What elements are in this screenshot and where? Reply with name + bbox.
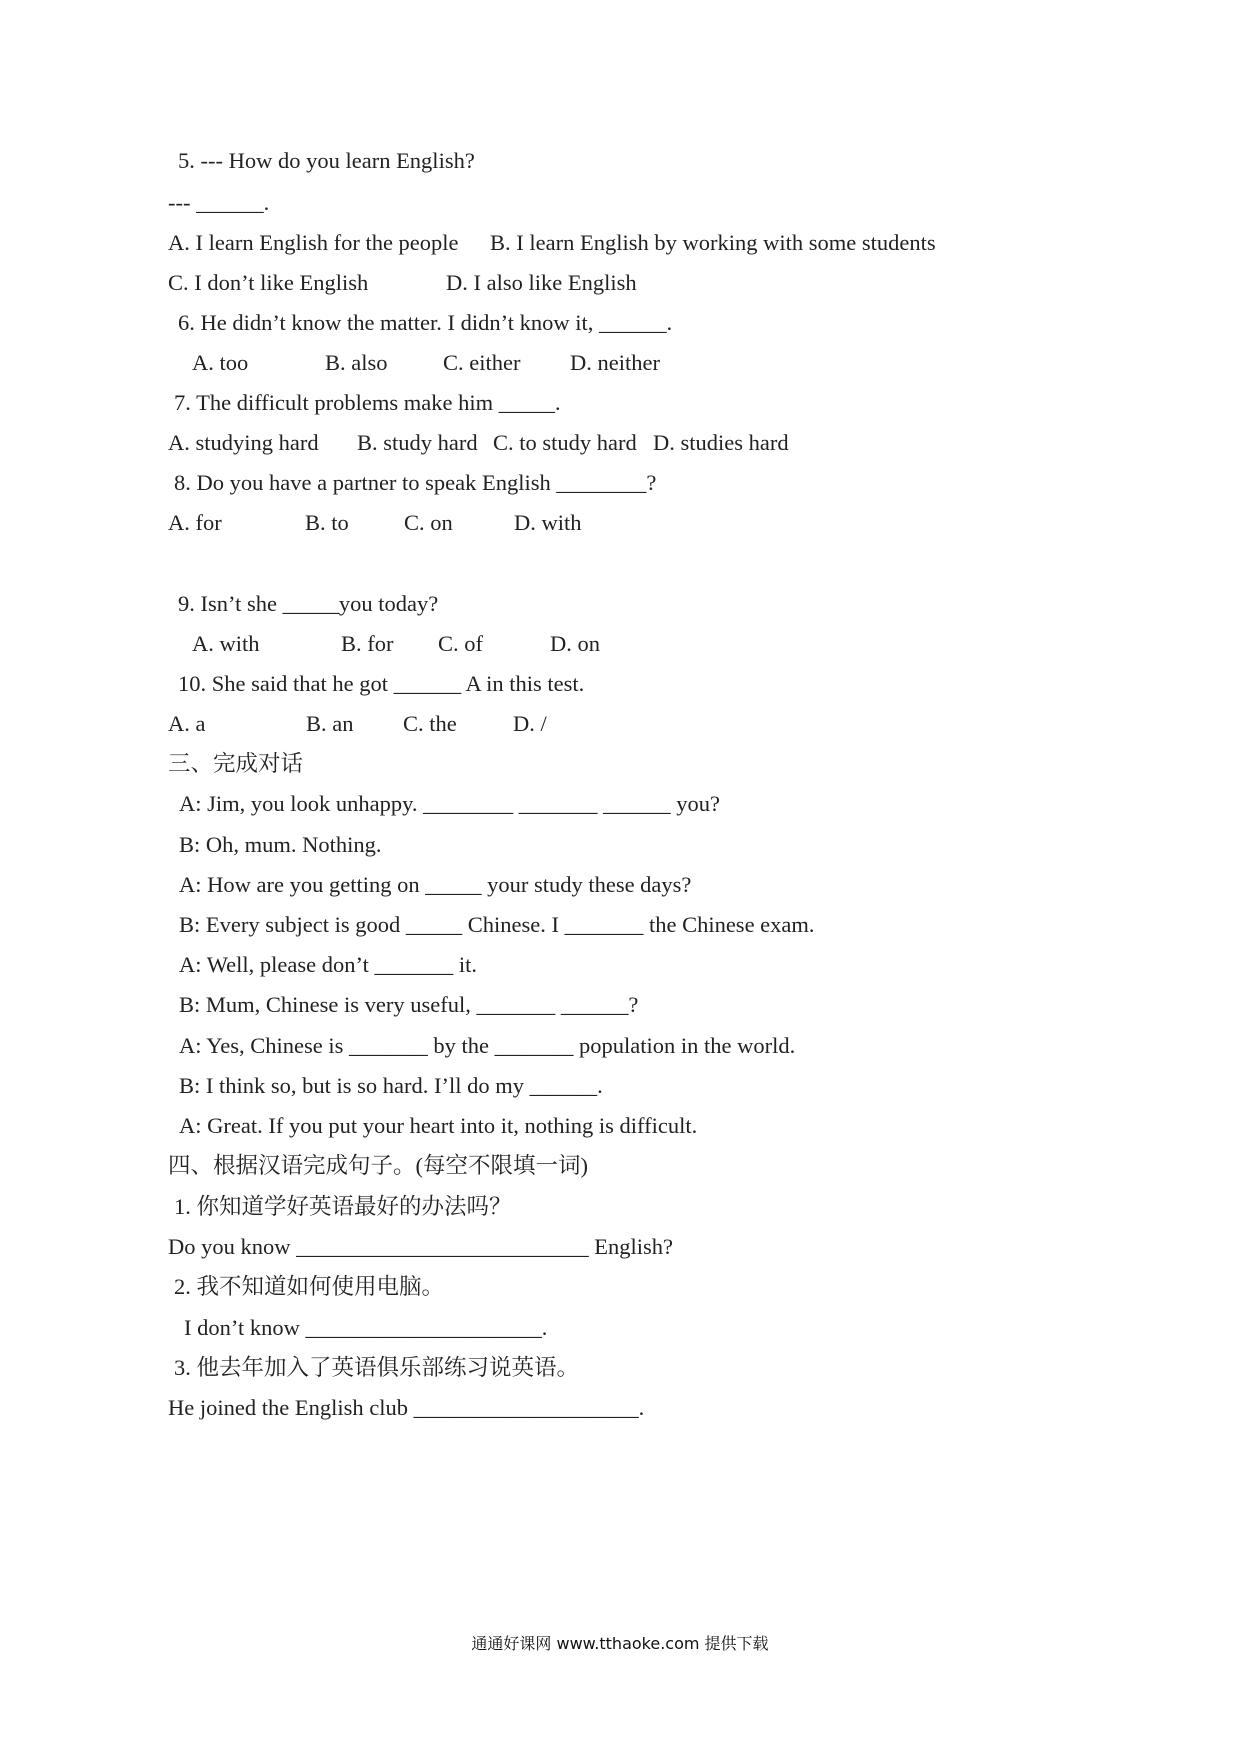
q7-option-d: D. studies hard [653, 430, 789, 455]
dialogue-line: A: Well, please don’t _______ it. [179, 952, 477, 977]
q6-option-d: D. neither [570, 350, 660, 375]
q6-option-b: B. also [325, 350, 388, 375]
dialogue-line: A: Jim, you look unhappy. ________ _______ ______ you? [179, 791, 721, 816]
q10-stem: 10. She said that he got ______ A in this test. [178, 671, 585, 696]
translation-english: Do you know __________________________ English? [168, 1234, 673, 1259]
q10-option-b: B. an [306, 711, 354, 736]
translation-chinese: 1. 你知道学好英语最好的办法吗？ [174, 1194, 512, 1219]
translation-english: He joined the English club ____________________. [168, 1395, 645, 1420]
translation-chinese: 3. 他去年加入了英语俱乐部练习说英语。 [174, 1355, 580, 1380]
dialogue-line: B: Every subject is good _____ Chinese. I _______ the Chinese exam. [179, 912, 815, 937]
q8-stem: 8. Do you have a partner to speak English ________? [174, 470, 657, 495]
q8-option-c: C. on [404, 510, 453, 535]
page-footer: 通通好课网 www.tthaoke.com 提供下载 [471, 1634, 769, 1653]
dialogue-line: B: Oh, mum. Nothing. [179, 832, 382, 857]
q9-option-b: B. for [341, 631, 394, 656]
q7-option-b: B. study hard [357, 430, 478, 455]
q9-option-d: D. on [550, 631, 600, 656]
q8-option-d: D. with [514, 510, 582, 535]
translation-chinese: 2. 我不知道如何使用电脑。 [174, 1274, 445, 1299]
dialogue-line: B: I think so, but is so hard. I’ll do my ______. [179, 1073, 603, 1098]
q5-option-b: B. I learn English by working with some students [490, 230, 936, 255]
q5-answer-line: --- ______. [168, 190, 270, 215]
dialogue-line: B: Mum, Chinese is very useful, _______ ______? [179, 992, 639, 1017]
q6-stem: 6. He didn’t know the matter. I didn’t know it, ______. [178, 310, 673, 335]
q6-option-c: C. either [443, 350, 521, 375]
q9-stem: 9. Isn’t she _____you today? [178, 591, 439, 616]
q7-option-a: A. studying hard [168, 430, 319, 455]
q10-option-a: A. a [168, 711, 206, 736]
q10-option-d: D. / [513, 711, 547, 736]
section3-heading: 三、完成对话 [168, 751, 304, 776]
dialogue-line: A: How are you getting on _____ your study these days? [179, 872, 692, 897]
dialogue-line: A: Yes, Chinese is _______ by the _______ population in the world. [179, 1033, 796, 1058]
q8-option-a: A. for [168, 510, 222, 535]
q7-option-c: C. to study hard [493, 430, 637, 455]
q5-stem: 5. --- How do you learn English? [178, 148, 475, 173]
q7-stem: 7. The difficult problems make him _____. [174, 390, 561, 415]
translation-english: I don’t know _____________________. [184, 1315, 548, 1340]
q5-option-d: D. I also like English [446, 270, 637, 295]
q8-option-b: B. to [305, 510, 349, 535]
q5-option-c: C. I don’t like English [168, 270, 369, 295]
q9-option-c: C. of [438, 631, 483, 656]
q6-option-a: A. too [192, 350, 249, 375]
q10-option-c: C. the [403, 711, 457, 736]
q5-option-a: A. I learn English for the people [168, 230, 459, 255]
q9-option-a: A. with [192, 631, 260, 656]
dialogue-line: A: Great. If you put your heart into it, nothing is difficult. [179, 1113, 698, 1138]
section4-heading: 四、根据汉语完成句子。(每空不限填一词) [168, 1153, 588, 1178]
